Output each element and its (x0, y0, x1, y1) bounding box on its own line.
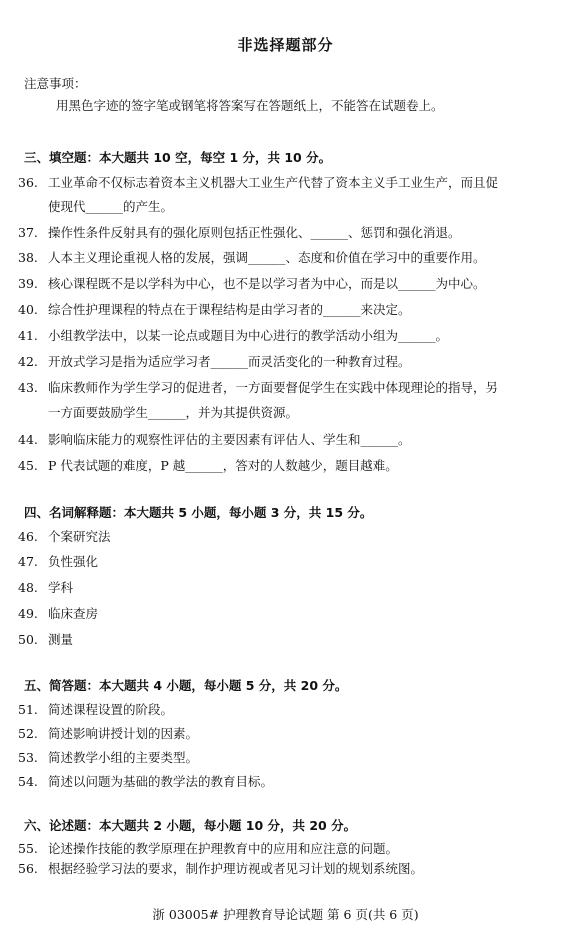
question-56 (18, 859, 423, 877)
question-text: 个案研究法 (48, 529, 111, 544)
question-number: 41. (18, 328, 38, 343)
question-47 (18, 552, 98, 570)
question-number: 49. (18, 606, 38, 621)
question-text: 简述教学小组的主要类型。 (48, 750, 199, 765)
question-53 (18, 748, 198, 766)
question-45 (18, 456, 398, 474)
question-text: 操作性条件反射具有的强化原则包括正性强化、______、惩罚和强化消退。 (48, 225, 461, 240)
question-number: 42. (18, 354, 38, 369)
question-38 (18, 248, 486, 266)
question-37 (18, 223, 461, 241)
question-number: 47. (18, 554, 38, 569)
section-header-essay: 六、论述题：本大题共 2 小题，每小题 10 分，共 20 分。 (24, 818, 357, 833)
question-43-continuation: 一方面要鼓励学生______，并为其提供资源。 (48, 405, 299, 420)
section-header-fill: 三、填空题：本大题共 10 空，每空 1 分，共 10 分。 (24, 150, 332, 165)
question-number: 46. (18, 529, 38, 544)
question-text: 小组教学法中，以某一论点或题目为中心进行的教学活动小组为______。 (48, 328, 449, 343)
question-39 (18, 274, 486, 292)
question-46 (18, 527, 111, 545)
notice-heading: 注意事项： (24, 76, 87, 91)
question-36 (18, 173, 498, 191)
question-number: 50. (18, 632, 38, 647)
question-number: 53. (18, 750, 38, 765)
question-text: 学科 (48, 580, 74, 595)
question-text: 工业革命不仅标志着资本主义机器大工业生产代替了资本主义手工业生产，而且促 (48, 175, 499, 190)
question-40 (18, 300, 411, 318)
question-51 (18, 700, 173, 718)
question-36-continuation: 使现代______的产生。 (48, 199, 174, 214)
question-text: 综合性护理课程的特点在于课程结构是由学习者的______来决定。 (48, 302, 411, 317)
question-text: 论述操作技能的教学原理在护理教育中的应用和应注意的问题。 (48, 841, 399, 856)
question-number: 45. (18, 458, 38, 473)
question-text: 人本主义理论重视人格的发展，强调______、态度和价值在学习中的重要作用。 (48, 250, 486, 265)
question-number: 40. (18, 302, 38, 317)
question-52 (18, 724, 198, 742)
question-text: 影响临床能力的观察性评估的主要因素有评估人、学生和______。 (48, 432, 411, 447)
question-44 (18, 430, 411, 448)
question-number: 43. (18, 380, 38, 395)
question-43 (18, 378, 498, 396)
question-number: 48. (18, 580, 38, 595)
question-text: 简述课程设置的阶段。 (48, 702, 174, 717)
question-text: 开放式学习是指为适应学习者______而灵活变化的一种教育过程。 (48, 354, 411, 369)
question-text: 简述影响讲授计划的因素。 (48, 726, 199, 741)
question-41 (18, 326, 448, 344)
page-footer: 浙 03005# 护理教育导论试题 第 6 页(共 6 页) (152, 907, 419, 922)
question-number: 52. (18, 726, 38, 741)
question-55 (18, 839, 398, 857)
question-text: P 代表试题的难度，P 越______，答对的人数越少，题目越难。 (48, 458, 398, 473)
question-48 (18, 578, 73, 596)
notice-body: 用黑色字迹的签字笔或钢笔将答案写在答题纸上，不能答在试题卷上。 (56, 98, 444, 113)
question-number: 36. (18, 175, 38, 190)
section-header-terms: 四、名词解释题：本大题共 5 小题，每小题 3 分，共 15 分。 (24, 505, 373, 520)
question-text: 负性强化 (48, 554, 99, 569)
section-header-short: 五、简答题：本大题共 4 小题，每小题 5 分，共 20 分。 (24, 678, 348, 693)
page-title: 非选择题部分 (237, 36, 334, 54)
question-number: 55. (18, 841, 38, 856)
question-text: 核心课程既不是以学科为中心，也不是以学习者为中心，而是以______为中心。 (48, 276, 486, 291)
question-text: 临床教师作为学生学习的促进者，一方面要督促学生在实践中体现理论的指导，另 (48, 380, 499, 395)
question-number: 38. (18, 250, 38, 265)
question-number: 39. (18, 276, 38, 291)
question-42 (18, 352, 411, 370)
question-number: 54. (18, 774, 38, 789)
question-text: 根据经验学习法的要求，制作护理访视或者见习计划的规划系统图。 (48, 861, 424, 876)
question-number: 37. (18, 225, 38, 240)
question-text: 简述以问题为基础的教学法的教育目标。 (48, 774, 274, 789)
question-text: 测量 (48, 632, 74, 647)
question-text: 临床查房 (48, 606, 99, 621)
question-number: 56. (18, 861, 38, 876)
question-number: 44. (18, 432, 38, 447)
question-54 (18, 772, 273, 790)
question-49 (18, 604, 98, 622)
question-50 (18, 630, 73, 648)
question-number: 51. (18, 702, 38, 717)
